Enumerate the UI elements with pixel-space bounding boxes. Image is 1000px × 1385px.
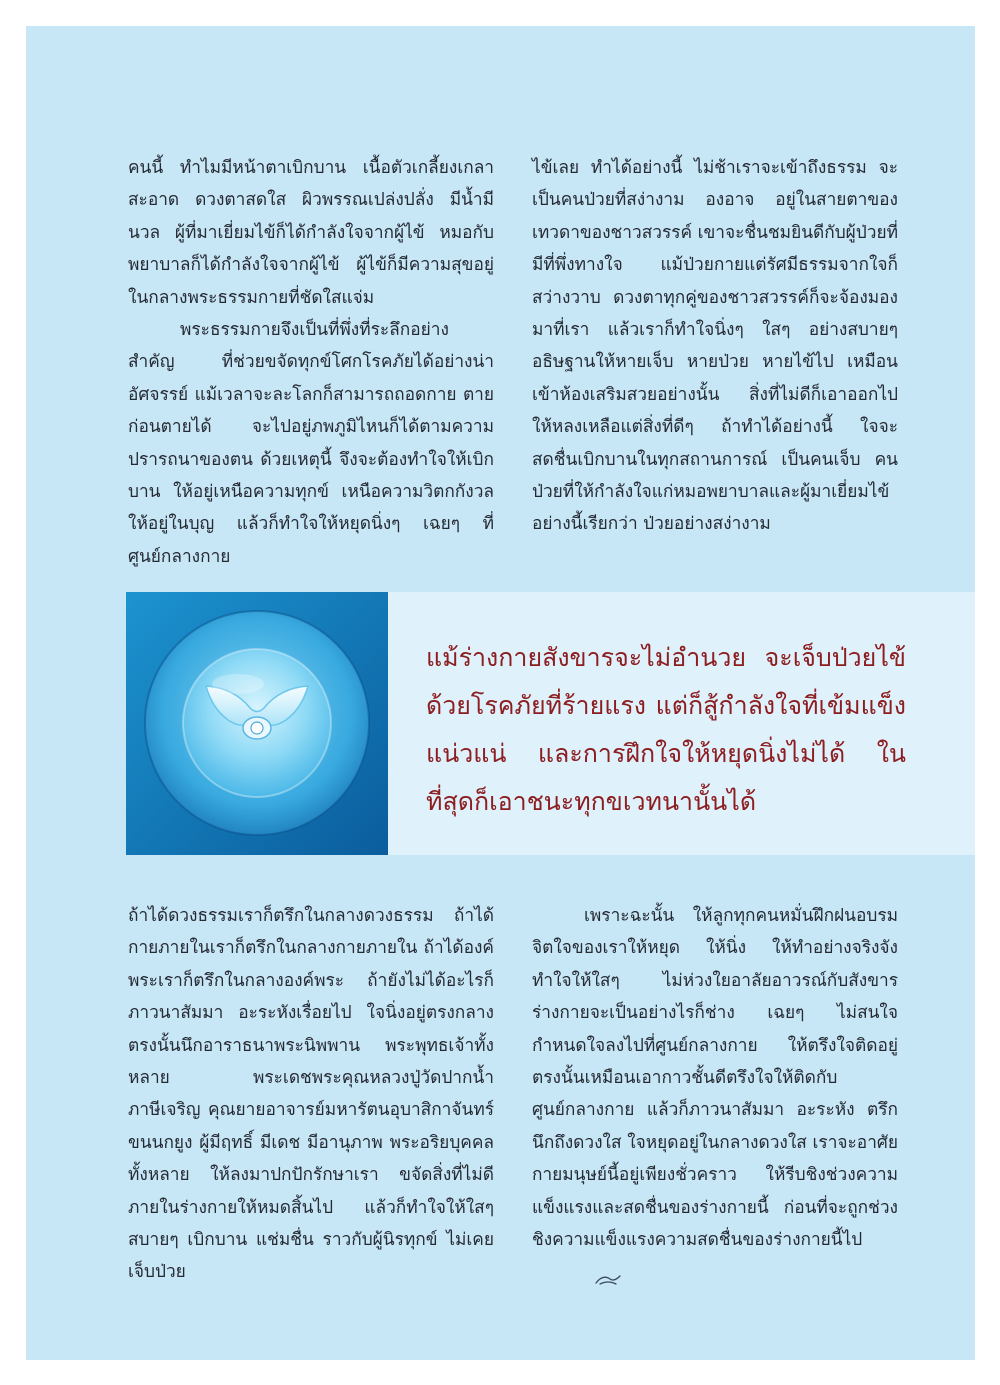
paragraph: พระธรรมกายจึงเป็นที่พึ่งที่ระลึกอย่างสำคัญ ที่ช่วยขจัดทุกข์โศกโรคภัยได้อย่างน่าอัศจรรย์ แม้เวลาจะละโลกก็สามารถถอดกาย ตายก่อนตายได้ จะไปอยู่ภพภูมิไหนก็ได้ตามความปรารถนาของตน ด้วยเหตุนี้ จึงจะต้องทำใจให้เบิกบาน ให้อยู่เหนือความทุกข์ เหนือความวิตกกังวล ให้อยู่ในบุญ แล้วก็ทำใจให้หยุดนิ่งๆ เฉยๆ ที่ศูนย์กลางกาย: [128, 320, 494, 567]
paragraph: [532, 900, 898, 1289]
paragraph: คนนี้ ทำไมมีหน้าตาเบิกบาน เนื้อตัวเกลี้ยงเกลา สะอาด ดวงตาสดใส ผิวพรรณเปล่งปลั่ง มีน้ำมีนวล ผู้ที่มาเยี่ยมไข้ก็ได้กำลังใจจากผู้ไข้ หมอกับพยาบาลก็ได้กำลังใจจากผู้ไข้ ผู้ไข้ก็มีความสุขอยู่ในกลางพระธรรมกายที่ชัดใสแจ่ม: [128, 158, 494, 308]
paragraph: ถ้าได้ดวงธรรมเราก็ตรึกในกลางดวงธรรม ถ้าได้กายภายในเราก็ตรึกในกลางกายภายใน ถ้าได้องค์พระเราก็ตรึกในกลางองค์พระ ถ้ายังไม่ได้อะไรก็ภาวนาสัมมา อะระหังเรื่อยไป ใจนิ่งอยู่ตรงกลาง ตรงนั้นนึกอาราธนาพระนิพพาน พระพุทธเจ้าทั้งหลาย พระเดชพระคุณหลวงปู่วัดปากน้ำ ภาษีเจริญ คุณยายอาจารย์มหารัตนอุบาสิกาจันทร์ ขนนกยูง ผู้มีฤทธิ์ มีเดช มีอานุภาพ พระอริยบุคคลทั้งหลาย ให้ลงมาปกปักรักษาเรา ขจัดสิ่งที่ไม่ดีภายในร่างกายให้หมดสิ้นไป แล้วก็ทำใจให้ใสๆ สบายๆ เบิกบาน แช่มชื่น ราวกับผู้นิรทุกข์ ไม่เคยเจ็บป่วย: [128, 906, 494, 1283]
text-column-bottom-right: [532, 900, 898, 1289]
pull-quote-text: แม้ร่างกายสังขารจะไม่อำนวย จะเจ็บป่วยไข้ด้วยโรคภัยที่ร้ายแรง แต่ก็สู้กำลังใจที่เข้มแข็งแน่วแน่ และการฝึกใจให้หยุดนิ่งไม่ได้ ในที่สุดก็เอาชนะทุกขเวทนานั้นได้: [426, 643, 906, 816]
end-flourish-icon: [542, 1265, 570, 1279]
dhamma-sphere-crystal-icon: [126, 592, 388, 855]
text-column-bottom-left: [128, 900, 494, 1289]
paragraph: ไข้เลย ทำได้อย่างนี้ ไม่ช้าเราจะเข้าถึงธรรม จะเป็นคนป่วยที่สง่างาม องอาจ อยู่ในสายตาของเทวดาของชาวสวรรค์ เขาจะชื่นชมยินดีกับผู้ป่วยที่มีที่พึ่งทางใจ แม้ป่วยกายแต่รัศมีธรรมจากใจก็สว่างวาบ ดวงตาทุกคู่ของชาวสวรรค์ก็จะจ้องมองมาที่เรา แล้วเราก็ทำใจนิ่งๆ ใสๆ อย่างสบายๆ อธิษฐานให้หายเจ็บ หายป่วย หายไข้ไป เหมือนเข้าห้องเสริมสวยอย่างนั้น สิ่งที่ไม่ดีก็เอาออกไป ให้หลงเหลือแต่สิ่งที่ดีๆ ถ้าทำได้อย่างนี้ ใจจะสดชื่นเบิกบานในทุกสถานการณ์ เป็นคนเจ็บ คนป่วยที่ให้กำลังใจแก่หมอพยาบาลและผู้มาเยี่ยมไข้ อย่างนี้เรียกว่า ป่วยอย่างสง่างาม: [532, 158, 898, 535]
text-column-top-left: [128, 152, 494, 573]
paragraph-text: เพราะฉะนั้น ให้ลูกทุกคนหมั่นฝึกฝนอบรมจิตใจของเราให้หยุด ให้นิ่ง ให้ทำอย่างจริงจัง ทำใจให้ใสๆ ไม่ห่วงใยอาลัยอาวรณ์กับสังขารร่างกายจะเป็นอย่างไรก็ช่าง เฉยๆ ไม่สนใจ กำหนดใจลงไปที่ศูนย์กลางกาย ให้ตรึงใจติดอยู่ตรงนั้นเหมือนเอากาวชั้นดีตรึงใจให้ติดกับศูนย์กลางกาย แล้วก็ภาวนาสัมมา อะระหัง ตรึกนึกถึงดวงใส ใจหยุดอยู่ในกลางดวงใส เราจะอาศัยกายมนุษย์นี้อยู่เพียงชั่วคราว ให้รีบชิงช่วงความแข็งแรงและสดชื่นของร่างกายนี้ ก่อนที่จะถูกช่วงชิงความแข็งแรงความสดชื่นของร่างกายนี้ไป: [532, 906, 898, 1251]
text-column-top-right: [532, 152, 898, 541]
